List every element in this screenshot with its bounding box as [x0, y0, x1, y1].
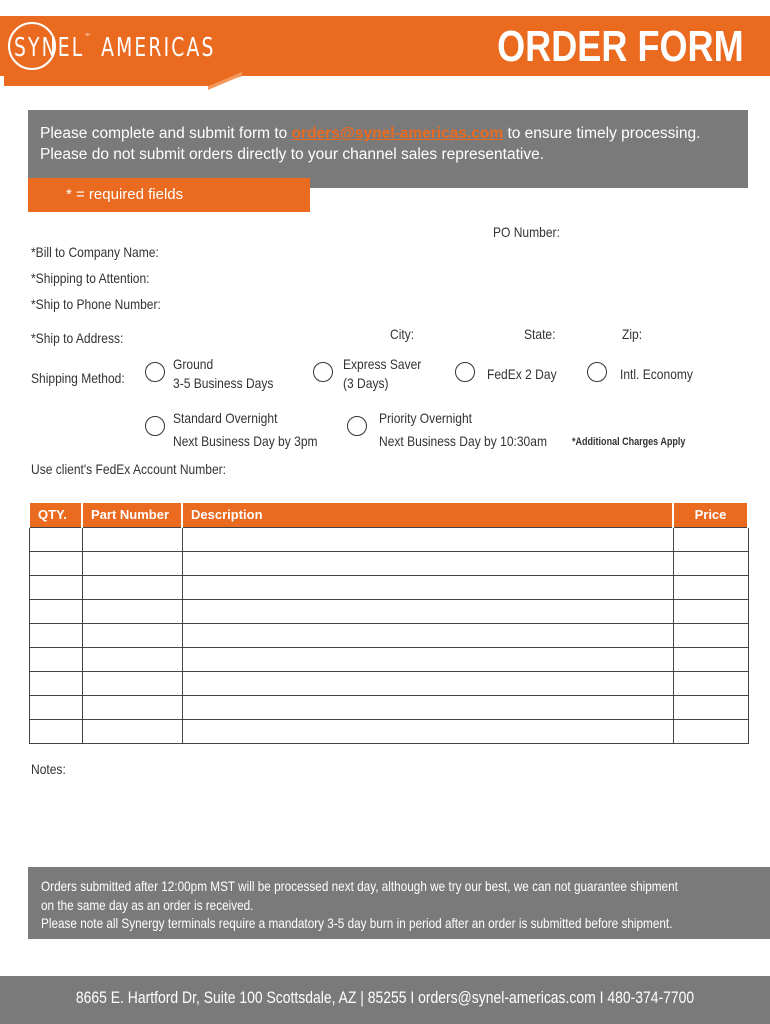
description-cell[interactable] [182, 719, 673, 743]
table-row [29, 695, 748, 719]
table-row [29, 623, 748, 647]
price-cell[interactable] [673, 719, 748, 743]
logo-text-right: NEL [41, 33, 85, 63]
description-cell[interactable] [182, 695, 673, 719]
notes-label: Notes: [31, 761, 66, 777]
priority-overnight-option-title: Priority Overnight [379, 410, 473, 426]
ship-attention-label: *Shipping to Attention: [31, 270, 150, 286]
state-label: State: [524, 326, 556, 342]
required-fields-note: * = required fields [28, 178, 310, 212]
notice-text [41, 877, 738, 933]
intl-economy-radio[interactable] [587, 362, 607, 382]
shipping-method-label: Shipping Method: [31, 370, 125, 386]
part-number-cell[interactable] [82, 719, 182, 743]
qty-cell[interactable] [29, 551, 82, 575]
part-number-cell[interactable] [82, 575, 182, 599]
qty-cell[interactable] [29, 647, 82, 671]
company-logo [14, 33, 215, 63]
table-header-row [29, 503, 748, 527]
description-cell[interactable] [182, 599, 673, 623]
table-row [29, 599, 748, 623]
intro-text-after: to ensure timely processing. Please do not submit orders directly to your channel sales representative. [40, 125, 701, 163]
zip-label: Zip: [622, 326, 643, 342]
notice-line-1: Orders submitted after 12:00pm MST will be processed next day, although we try our best, we can not guarantee shipment [41, 878, 678, 894]
intl-economy-option-label: Intl. Economy [620, 366, 693, 382]
notice-line-2: on the same day as an order is received. [41, 896, 254, 913]
price-cell[interactable] [673, 575, 748, 599]
qty-cell[interactable] [29, 623, 82, 647]
part-number-cell[interactable] [82, 527, 182, 551]
price-cell[interactable] [673, 527, 748, 551]
qty-cell[interactable] [29, 527, 82, 551]
table-row [29, 719, 748, 743]
city-label: City: [390, 326, 415, 342]
logo-text-americas: AMERICAS [101, 33, 216, 63]
table-row [29, 551, 748, 575]
logo-text-left: SY [14, 33, 42, 63]
ground-option-sub: 3-5 Business Days [173, 375, 274, 391]
price-header: Price [673, 503, 748, 527]
qty-cell[interactable] [29, 695, 82, 719]
part-number-cell[interactable] [82, 671, 182, 695]
table-body [29, 527, 748, 743]
description-cell[interactable] [182, 527, 673, 551]
qty-cell[interactable] [29, 671, 82, 695]
express-saver-option-title: Express Saver [343, 356, 422, 372]
priority-overnight-radio[interactable] [347, 416, 367, 436]
part-number-cell[interactable] [82, 647, 182, 671]
price-cell[interactable] [673, 695, 748, 719]
fedex-2day-option-label: FedEx 2 Day [487, 366, 557, 382]
ground-option-title: Ground [173, 356, 214, 372]
priority-overnight-option-label [379, 409, 547, 451]
price-cell[interactable] [673, 671, 748, 695]
qty-cell[interactable] [29, 599, 82, 623]
description-header: Description [182, 503, 673, 527]
standard-overnight-radio[interactable] [145, 416, 165, 436]
price-cell[interactable] [673, 599, 748, 623]
intro-text-before: Please complete and submit form to [40, 125, 292, 142]
table-row [29, 647, 748, 671]
table-row [29, 527, 748, 551]
notice-line-3: Please note all Synergy terminals require a mandatory 3-5 day burn in period after an order is submitted before shipment. [41, 915, 673, 931]
standard-overnight-option-label [173, 409, 318, 451]
part-number-header: Part Number [82, 503, 182, 527]
price-cell[interactable] [673, 551, 748, 575]
qty-header: QTY. [29, 503, 82, 527]
intro-text [40, 123, 740, 165]
description-cell[interactable] [182, 623, 673, 647]
ship-address-label: *Ship to Address: [31, 330, 124, 346]
part-number-cell[interactable] [82, 551, 182, 575]
part-number-cell[interactable] [82, 599, 182, 623]
order-items-table [28, 503, 749, 744]
price-cell[interactable] [673, 647, 748, 671]
standard-overnight-option-sub: Next Business Day by 3pm [173, 433, 318, 449]
logo-trademark: ™ [84, 33, 94, 43]
table-row [29, 671, 748, 695]
qty-cell[interactable] [29, 575, 82, 599]
additional-charges-note: *Additional Charges Apply [572, 436, 686, 448]
po-number-label: PO Number: [493, 224, 560, 240]
ground-radio[interactable] [145, 362, 165, 382]
email-link[interactable]: orders@synel-americas.com [291, 125, 504, 142]
standard-overnight-option-title: Standard Overnight [173, 410, 278, 426]
fedex-account-label: Use client's FedEx Account Number: [31, 461, 227, 477]
express-saver-radio[interactable] [313, 362, 333, 382]
footer-contact [0, 988, 770, 1008]
express-saver-option-sub: (3 Days) [343, 375, 389, 391]
priority-overnight-option-sub: Next Business Day by 10:30am [379, 433, 547, 449]
footer-contact-text: 8665 E. Hartford Dr, Suite 100 Scottsdale, AZ | 85255 I orders@synel-americas.com I 480-374-7700 [75, 988, 695, 1007]
fedex-2day-radio[interactable] [455, 362, 475, 382]
ship-phone-label: *Ship to Phone Number: [31, 296, 161, 312]
description-cell[interactable] [182, 575, 673, 599]
description-cell[interactable] [182, 647, 673, 671]
page-title: ORDER FORM [497, 22, 744, 71]
description-cell[interactable] [182, 551, 673, 575]
price-cell[interactable] [673, 623, 748, 647]
table-row [29, 575, 748, 599]
qty-cell[interactable] [29, 719, 82, 743]
ground-option-label [173, 355, 273, 393]
part-number-cell[interactable] [82, 695, 182, 719]
express-saver-option-label [343, 355, 421, 393]
bill-to-label: *Bill to Company Name: [31, 244, 159, 260]
part-number-cell[interactable] [82, 623, 182, 647]
description-cell[interactable] [182, 671, 673, 695]
